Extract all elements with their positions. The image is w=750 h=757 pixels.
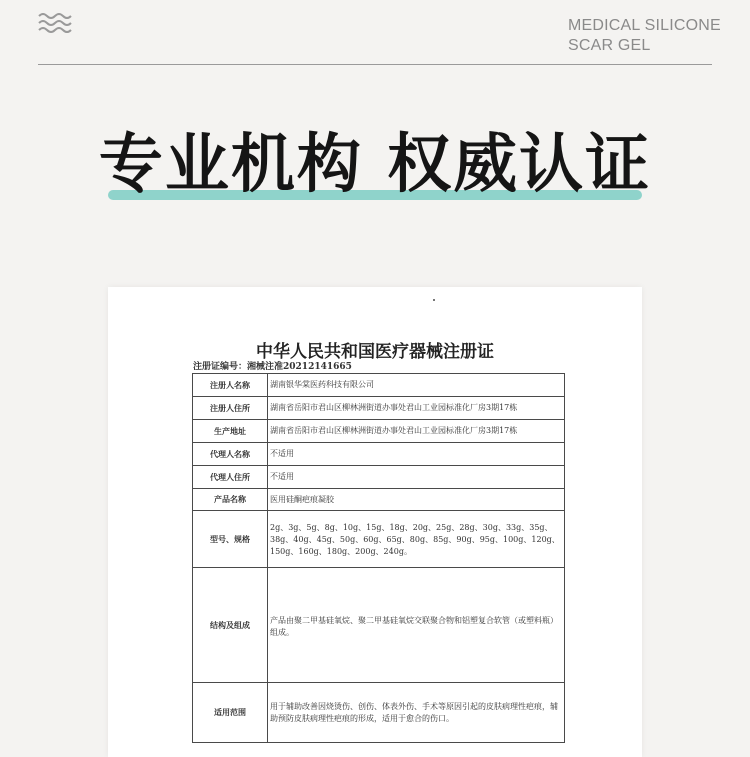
row-label: 注册人名称: [193, 374, 268, 397]
table-row: [193, 420, 565, 443]
row-value: 不适用: [268, 466, 565, 489]
table-row: [193, 489, 565, 511]
row-label: 代理人住所: [193, 466, 268, 489]
row-value: 湖南银华棠医药科技有限公司: [268, 374, 565, 397]
row-value: 用于辅助改善因烧烫伤、创伤、体表外伤、手术等原因引起的皮肤病理性疤痕，辅助预防皮肤病理性疤痕的形成，适用于愈合的伤口。: [268, 683, 565, 743]
table-row: [193, 568, 565, 683]
row-value: 不适用: [268, 443, 565, 466]
header-divider: [38, 64, 712, 65]
row-label: 适用范围: [193, 683, 268, 743]
row-value: 2g、3g、5g、8g、10g、15g、18g、20g、25g、28g、30g、33g、35g、38g、40g、45g、50g、60g、65g、80g、85g、90g、95g、100g、120g、150g、160g、180g、200g、240g。: [268, 511, 565, 568]
row-label: 产品名称: [193, 489, 268, 511]
brand-line-1: MEDICAL SILICONE: [568, 17, 721, 34]
waves-icon: [37, 10, 72, 36]
row-label: 注册人住所: [193, 397, 268, 420]
table-row: [193, 466, 565, 489]
reg-number: 湘械注准20212141665: [247, 362, 352, 372]
row-label: 结构及组成: [193, 568, 268, 683]
brand-text: [568, 16, 721, 56]
certificate-table: [192, 373, 565, 743]
row-value: 产品由聚二甲基硅氧烷、聚二甲基硅氧烷交联聚合物和铝塑复合软管（或塑料瓶）组成。: [268, 568, 565, 683]
registration-number-line: [193, 359, 352, 372]
row-label: 型号、规格: [193, 511, 268, 568]
row-value: 医用硅酮疤痕凝胶: [268, 489, 565, 511]
table-row: [193, 397, 565, 420]
headline-container: [0, 125, 750, 205]
registration-certificate: [108, 287, 642, 757]
brand-line-2: SCAR GEL: [568, 37, 651, 54]
row-value: 湖南省岳阳市君山区柳林洲街道办事处君山工业园标准化厂房3期17栋: [268, 420, 565, 443]
reg-label: 注册证编号：: [193, 362, 248, 372]
row-label: 生产地址: [193, 420, 268, 443]
table-row: [193, 511, 565, 568]
table-row: [193, 374, 565, 397]
table-row: [193, 683, 565, 743]
scan-dot: [433, 299, 435, 301]
certificate-title: 中华人民共和国医疗器械注册证: [256, 342, 494, 362]
row-value: 湖南省岳阳市君山区柳林洲街道办事处君山工业园标准化厂房3期17栋: [268, 397, 565, 420]
page-headline: 专业机构 权威认证: [98, 128, 652, 202]
row-label: 代理人名称: [193, 443, 268, 466]
table-row: [193, 443, 565, 466]
